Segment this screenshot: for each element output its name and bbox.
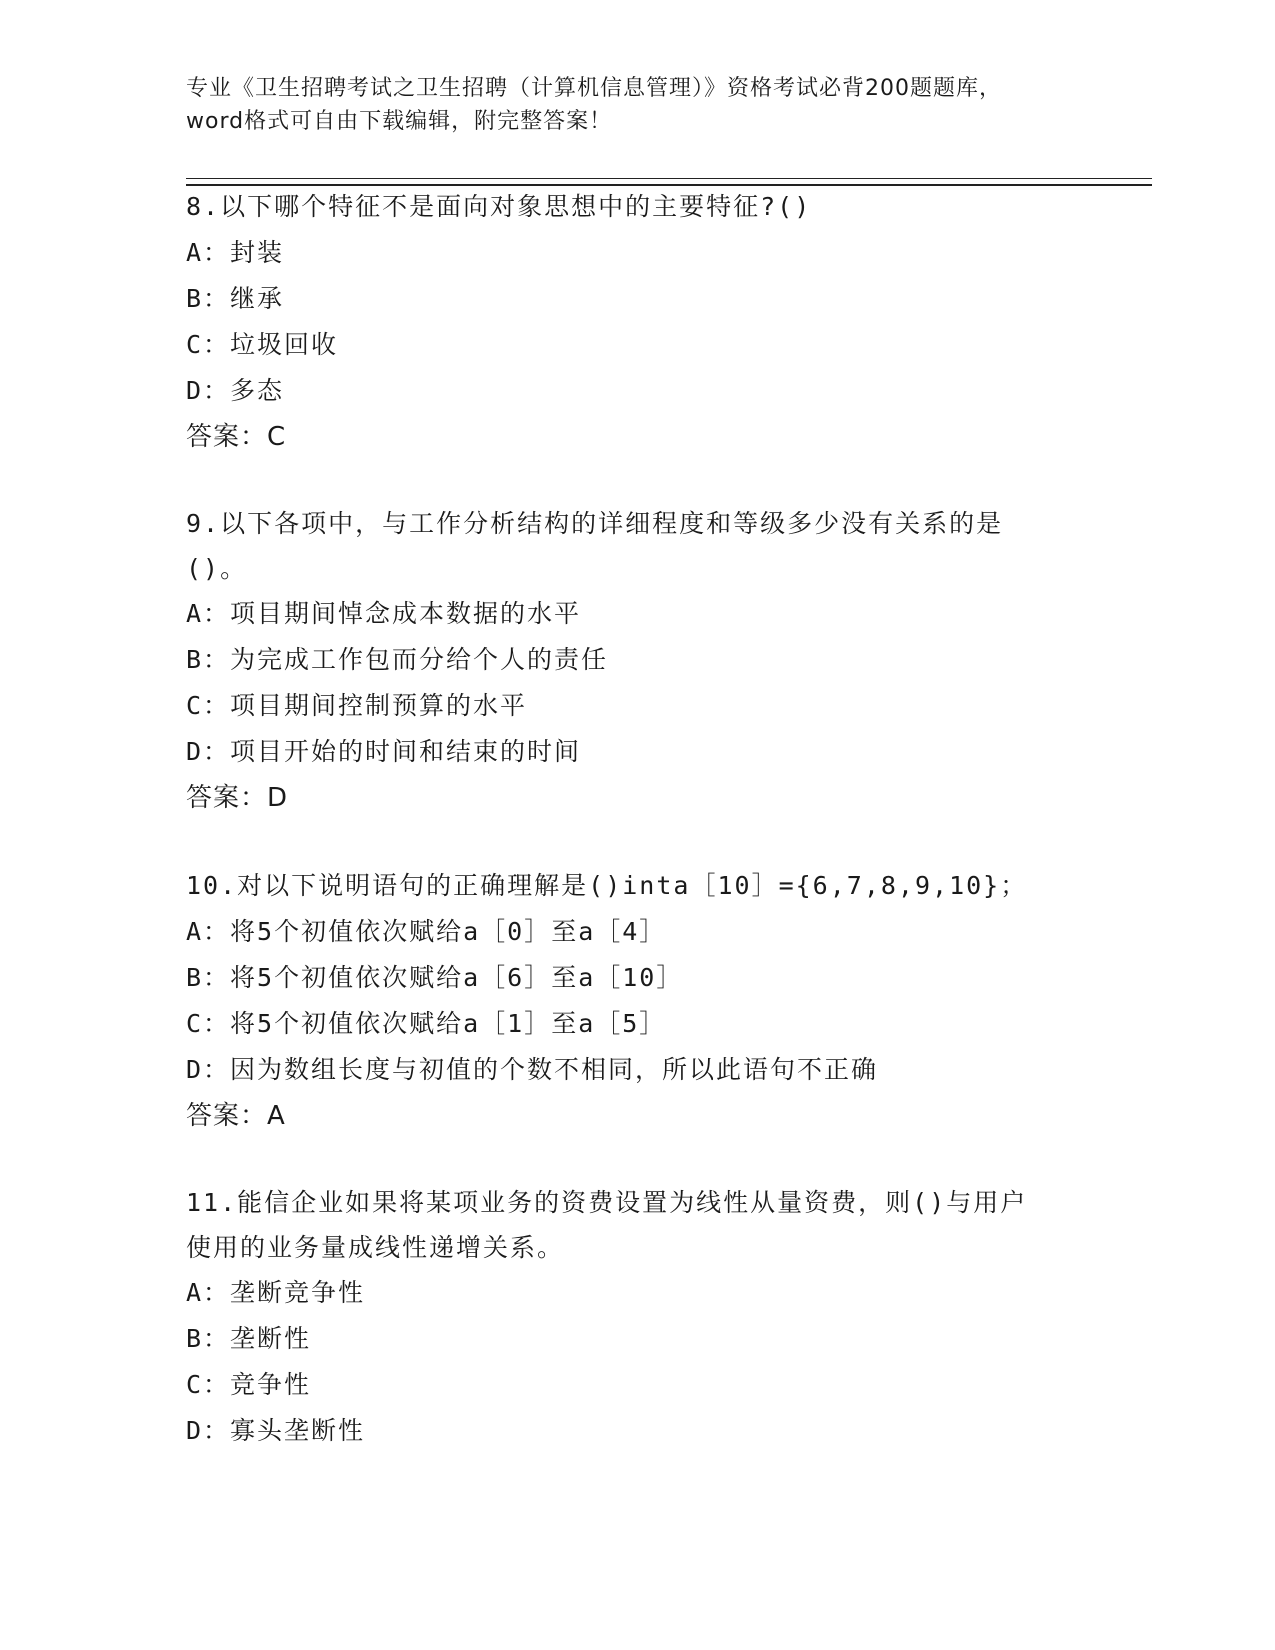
option-a: A：垄断竞争性 <box>186 1278 366 1307</box>
option-d: D：多态 <box>186 376 285 405</box>
option-b: B：将5个初值依次赋给a［6］至a［10］ <box>186 963 684 992</box>
question-stem: 10.对以下说明语句的正确理解是()inta［10］={6,7,8,9,10}； <box>186 871 1028 900</box>
header-line-2: word格式可自由下载编辑，附完整答案！ <box>186 109 613 134</box>
header-line-1: 专业《卫生招聘考试之卫生招聘（计算机信息管理）》资格考试必背200题题库， <box>186 76 1002 101</box>
question-10 <box>186 863 1086 1139</box>
option-a: A：封装 <box>186 238 285 267</box>
option-d: D：项目开始的时间和结束的时间 <box>186 737 582 766</box>
question-8 <box>186 184 1086 460</box>
question-stem: 8.以下哪个特征不是面向对象思想中的主要特征?() <box>186 192 812 221</box>
option-c: C：垃圾回收 <box>186 330 339 359</box>
document-header <box>186 72 1086 138</box>
question-11 <box>186 1180 1086 1454</box>
option-c: C：将5个初值依次赋给a［1］至a［5］ <box>186 1009 667 1038</box>
option-b: B：垄断性 <box>186 1324 312 1353</box>
option-d: D：因为数组长度与初值的个数不相同，所以此语句不正确 <box>186 1055 879 1084</box>
option-a: A：项目期间悼念成本数据的水平 <box>186 599 582 628</box>
answer-label: 答案：A <box>186 1101 286 1131</box>
question-stem-continued: ()。 <box>186 554 248 583</box>
answer-label: 答案：C <box>186 422 287 452</box>
option-c: C：项目期间控制预算的水平 <box>186 691 528 720</box>
question-9 <box>186 501 1086 821</box>
answer-label: 答案：D <box>186 783 289 813</box>
question-stem: 9.以下各项中，与工作分析结构的详细程度和等级多少没有关系的是 <box>186 509 1004 538</box>
option-d: D：寡头垄断性 <box>186 1416 366 1445</box>
option-b: B：为完成工作包而分给个人的责任 <box>186 645 609 674</box>
question-stem: 11.能信企业如果将某项业务的资费设置为线性从量资费，则()与用户 <box>186 1188 1028 1217</box>
option-a: A：将5个初值依次赋给a［0］至a［4］ <box>186 917 667 946</box>
option-c: C：竞争性 <box>186 1370 312 1399</box>
question-stem-continued: 使用的业务量成线性递增关系。 <box>186 1233 565 1262</box>
option-b: B：继承 <box>186 284 285 313</box>
